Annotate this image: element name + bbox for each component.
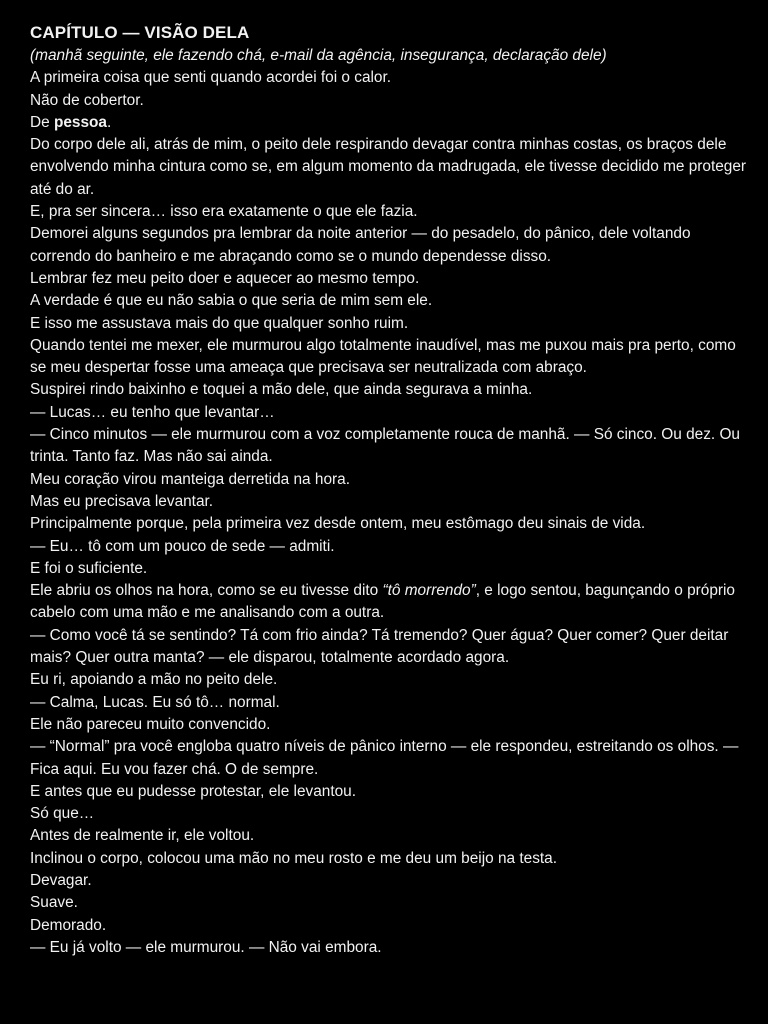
paragraph: — “Normal” pra você engloba quatro níveis de pânico interno — ele respondeu, estreitando os olhos. — Fica aqui. Eu vou fazer chá. O de sempre.	[30, 738, 739, 778]
paragraph: — Como você tá se sentindo? Tá com frio ainda? Tá tremendo? Quer água? Quer comer? Quer deitar mais? Quer outra manta? — ele disparou, totalmente acordado agora.	[30, 626, 729, 667]
paragraph: Do corpo dele ali, atrás de mim, o peito dele respirando devagar contra minhas costas, os braços dele envolvendo minha cintura como se, em algum momento da madrugada, ele tivesse decidido me proteger até do ar.	[30, 136, 747, 198]
paragraph-text: De	[30, 113, 54, 131]
paragraph: Só que…	[30, 805, 95, 823]
chapter-document	[30, 21, 750, 959]
paragraph: Demorado.	[30, 916, 107, 934]
paragraph-text: Ele abriu os olhos na hora, como se eu tivesse dito	[30, 582, 383, 600]
paragraph-text: .	[107, 113, 112, 131]
paragraph: — Lucas… eu tenho que levantar…	[30, 403, 275, 421]
paragraph: — Calma, Lucas. Eu só tô… normal.	[30, 693, 280, 711]
emphasis-italic: “tô morrendo”	[382, 582, 476, 600]
paragraph: E foi o suficiente.	[30, 559, 148, 577]
paragraph	[30, 580, 750, 625]
paragraph: A primeira coisa que senti quando acordei foi o calor.	[30, 69, 392, 87]
paragraph: Antes de realmente ir, ele voltou.	[30, 827, 255, 845]
paragraph: Meu coração virou manteiga derretida na hora.	[30, 470, 350, 488]
paragraph: Suspirei rindo baixinho e toquei a mão dele, que ainda segurava a minha.	[30, 381, 533, 399]
chapter-title: CAPÍTULO — VISÃO DELA	[30, 23, 250, 42]
paragraph: E antes que eu pudesse protestar, ele levantou.	[30, 782, 356, 800]
chapter-subtitle: (manhã seguinte, ele fazendo chá, e-mail da agência, insegurança, declaração dele)	[30, 47, 607, 64]
paragraph: — Eu já volto — ele murmurou. — Não vai embora.	[30, 938, 382, 956]
paragraph: — Cinco minutos — ele murmurou com a voz completamente rouca de manhã. — Só cinco. Ou dez. Ou trinta. Tanto faz. Mas não sai ainda.	[30, 426, 740, 466]
paragraph-text: , e logo sentou, bagunçando o próprio cabelo com uma mão e me analisando com a outra.	[30, 582, 735, 622]
paragraph: Lembrar fez meu peito doer e aquecer ao mesmo tempo.	[30, 269, 420, 287]
paragraph: Suave.	[30, 894, 78, 912]
paragraph: Mas eu precisava levantar.	[30, 492, 214, 510]
paragraph: Ele não pareceu muito convencido.	[30, 715, 271, 733]
paragraph: E, pra ser sincera… isso era exatamente o que ele fazia.	[30, 203, 418, 221]
paragraph: Devagar.	[30, 871, 92, 889]
paragraph	[30, 112, 750, 134]
paragraph: — Eu… tô com um pouco de sede — admiti.	[30, 537, 335, 555]
chapter-body	[30, 67, 750, 959]
paragraph: Quando tentei me mexer, ele murmurou algo totalmente inaudível, mas me puxou mais pra perto, como se meu despertar fosse uma ameaça que precisava ser neutralizada com abraço.	[30, 336, 736, 377]
paragraph: Eu ri, apoiando a mão no peito dele.	[30, 671, 278, 689]
paragraph: E isso me assustava mais do que qualquer sonho ruim.	[30, 314, 409, 332]
paragraph: Não de cobertor.	[30, 91, 144, 109]
paragraph: A verdade é que eu não sabia o que seria de mim sem ele.	[30, 292, 433, 310]
paragraph: Inclinou o corpo, colocou uma mão no meu rosto e me deu um beijo na testa.	[30, 849, 558, 867]
emphasis-bold: pessoa	[53, 113, 107, 131]
paragraph: Principalmente porque, pela primeira vez desde ontem, meu estômago deu sinais de vida.	[30, 515, 646, 533]
paragraph: Demorei alguns segundos pra lembrar da noite anterior — do pesadelo, do pânico, dele voltando correndo do banheiro e me abraçando como se o mundo dependesse disso.	[30, 225, 691, 265]
